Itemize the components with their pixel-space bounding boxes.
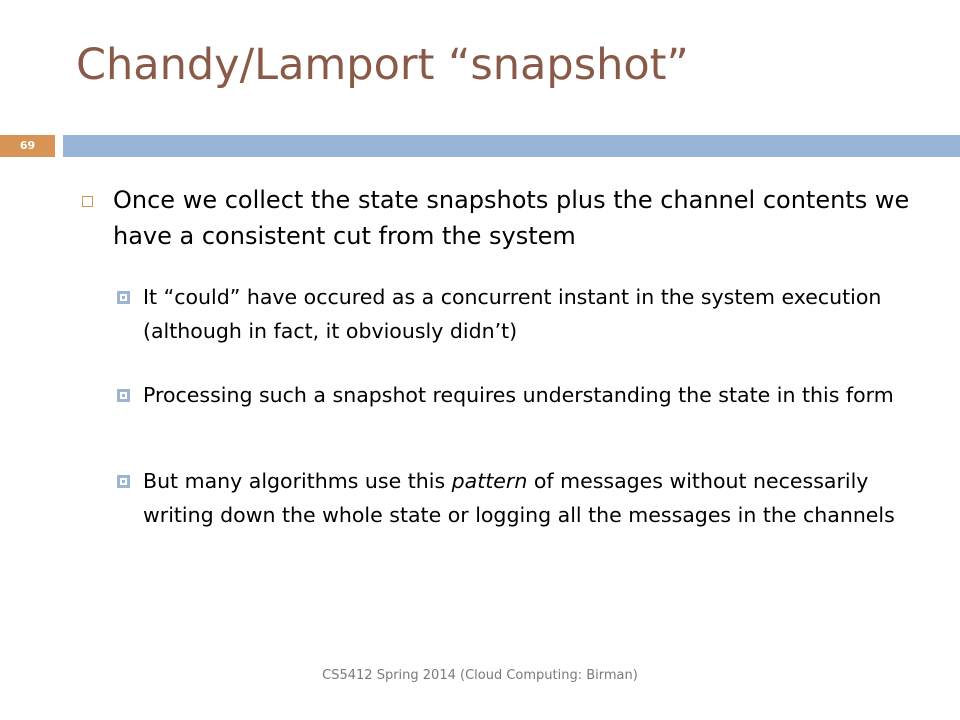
- sub-bullet-text: It “could” have occured as a concurrent instant in the system execution (although in fact, it obviously didn’t): [143, 285, 882, 343]
- square-sub-bullet-icon: [117, 475, 130, 488]
- emphasized-word: pattern: [451, 469, 528, 493]
- slide-title: Chandy/Lamport “snapshot”: [76, 40, 689, 90]
- sub-bullet-text-start: But many algorithms use this: [143, 469, 452, 493]
- header-bar: [63, 135, 960, 157]
- square-bullet-icon: [82, 196, 93, 207]
- square-sub-bullet-icon: [117, 389, 130, 402]
- slide-number-badge: 69: [0, 135, 55, 157]
- main-bullet-text: Once we collect the state snapshots plus the channel contents we have a consistent cut from the system: [113, 186, 910, 250]
- sub-bullet-text: [143, 464, 903, 532]
- sub-bullet-text: Processing such a snapshot requires understanding the state in this form: [143, 383, 894, 407]
- slide-footer: CS5412 Spring 2014 (Cloud Computing: Birman): [322, 668, 638, 683]
- square-sub-bullet-icon: [117, 291, 130, 304]
- sub-bullet-text-end: of messages without necessarily writing down the whole state or logging all the messages in the channels: [143, 469, 895, 527]
